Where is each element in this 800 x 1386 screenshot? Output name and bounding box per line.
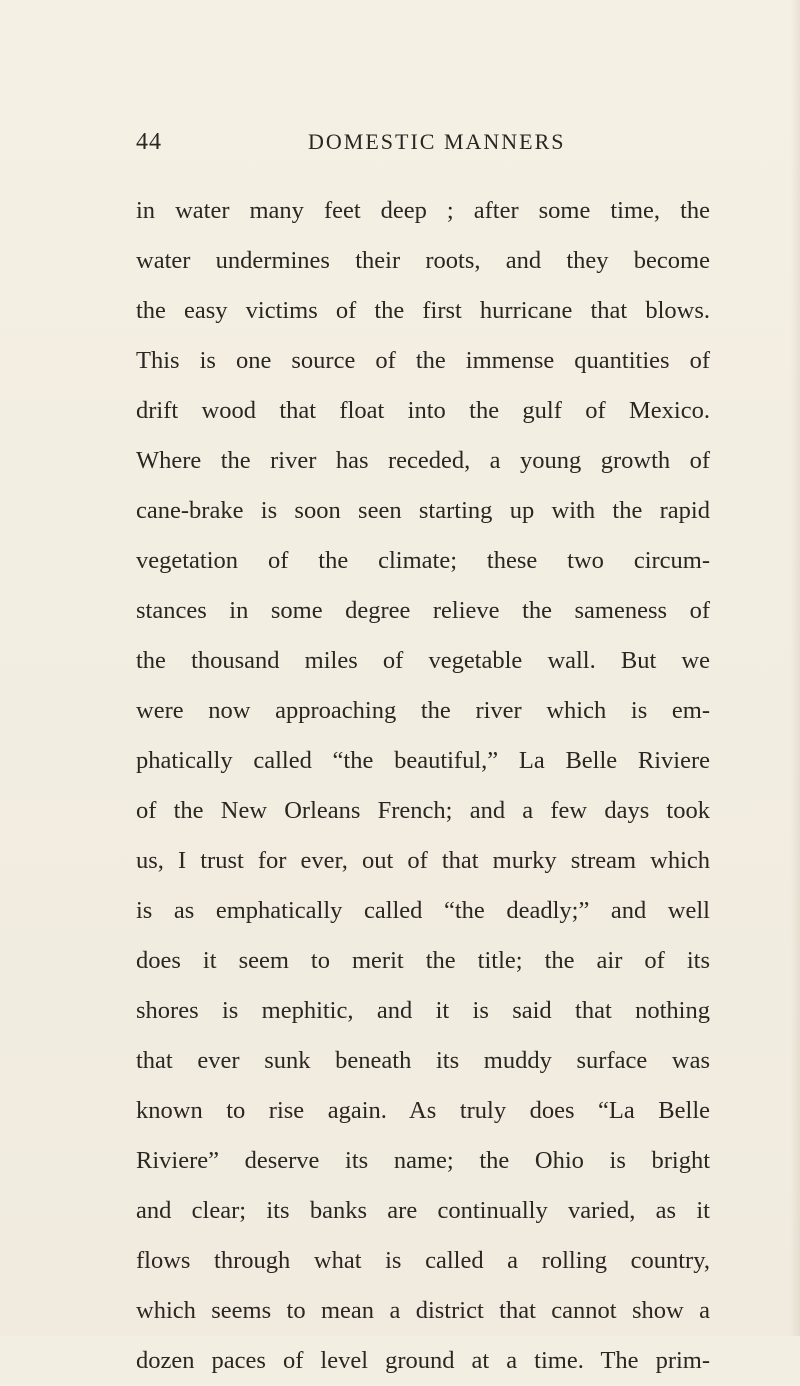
text-line: in water many feet deep ; after some time, the xyxy=(136,197,710,224)
text-line: phatically called “the beautiful,” La Belle Riviere xyxy=(136,747,710,774)
text-line: that ever sunk beneath its muddy surface was xyxy=(136,1047,710,1074)
text-line: shores is mephitic, and it is said that nothing xyxy=(136,997,710,1024)
text-line: is as emphatically called “the deadly;” and well xyxy=(136,897,710,924)
text-line: This is one source of the immense quantities of xyxy=(136,347,710,374)
text-line: Where the river has receded, a young growth of xyxy=(136,447,710,474)
text-line: us, I trust for ever, out of that murky stream which xyxy=(136,847,710,874)
text-line: drift wood that float into the gulf of Mexico. xyxy=(136,397,710,424)
text-line: Riviere” deserve its name; the Ohio is bright xyxy=(136,1147,710,1174)
text-line: the thousand miles of vegetable wall. But we xyxy=(136,647,710,674)
text-line: the easy victims of the first hurricane that blows. xyxy=(136,297,710,324)
text-line: dozen paces of level ground at a time. The prim- xyxy=(136,1347,710,1374)
text-line: stances in some degree relieve the sameness of xyxy=(136,597,710,624)
body-text xyxy=(136,186,710,1386)
text-line: were now approaching the river which is em- xyxy=(136,697,710,724)
page-header xyxy=(136,124,696,160)
text-line: and clear; its banks are continually varied, as it xyxy=(136,1197,710,1224)
text-line: flows through what is called a rolling country, xyxy=(136,1247,710,1274)
text-line: does it seem to merit the title; the air of its xyxy=(136,947,710,974)
text-line: known to rise again. As truly does “La Belle xyxy=(136,1097,710,1124)
page-edge-shadow xyxy=(790,0,800,1336)
running-head: DOMESTIC MANNERS xyxy=(308,129,566,154)
text-line: cane-brake is soon seen starting up with the rapid xyxy=(136,497,710,524)
text-line: vegetation of the climate; these two circum- xyxy=(136,547,710,574)
text-line: of the New Orleans French; and a few days took xyxy=(136,797,710,824)
page-number: 44 xyxy=(136,129,162,155)
text-line: which seems to mean a district that cannot show a xyxy=(136,1297,710,1324)
text-line: water undermines their roots, and they become xyxy=(136,247,710,274)
